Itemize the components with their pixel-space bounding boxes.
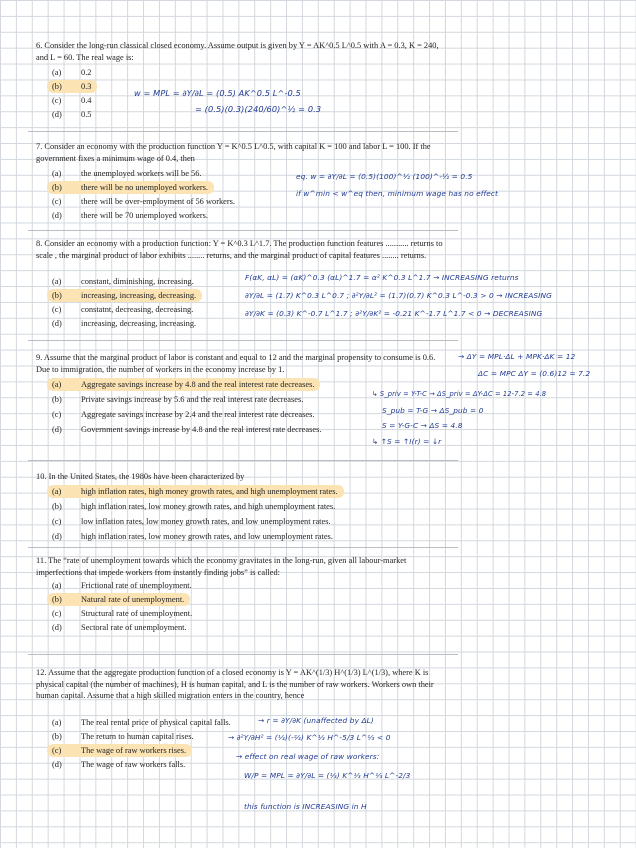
question-11-option-b-selected[interactable]: (b) Natural rate of unemployment. <box>47 593 190 606</box>
question-11-option-c[interactable]: (c) Structural rate of unemployment. <box>52 609 193 618</box>
question-10-option-b[interactable]: (b) high inflation rates, low money growth rates, and high unemployment rates. <box>52 502 336 511</box>
question-8-note-3: ∂Y/∂K = (0.3) K^-0.7 L^1.7 ; ∂²Y/∂K² = -0.21 K^-1.7 L^1.7 < 0 → DECREASING <box>245 309 543 318</box>
question-6-option-a[interactable]: (a) 0.2 <box>52 68 92 77</box>
question-6-note-1: w = MPL = ∂Y/∂L = (0.5) AK^0.5 L^-0.5 <box>134 88 301 98</box>
question-9-note-4: S_pub = T-G → ΔS_pub = 0 <box>382 406 484 415</box>
question-7-option-a[interactable]: (a) the unemployed workers will be 56. <box>52 169 202 178</box>
question-12-note-2: → ∂²Y/∂H² = (⅓)(-⅔) K^⅓ H^-5/3 L^⅓ < 0 <box>228 733 391 742</box>
question-9-option-c[interactable]: (c) Aggregate savings increase by 2.4 and the real interest rate decreases. <box>52 410 315 419</box>
question-8-option-c[interactable]: (c) constatnt, decreasing, decreasing. <box>52 305 194 314</box>
question-12-note-3: → effect on real wage of raw workers: <box>236 752 380 761</box>
question-12-stem: 12. Assume that the aggregate production function of a closed economy is Y = AK^(1/3) H^(1/3) L^(1/3), where K is physical capital (the number of machines), H is human capital, and L is the number of raw workers. Workers own their human capital. Assume that a high skilled migration enters in the country, hence <box>36 668 434 700</box>
question-12-option-b[interactable]: (b) The return to human capital rises. <box>52 732 194 741</box>
question-11-option-d[interactable]: (d) Sectoral rate of unemployment. <box>52 623 187 632</box>
question-7-option-d[interactable]: (d) there will be 70 unemployed workers. <box>52 211 208 220</box>
question-9-option-d[interactable]: (d) Government savings increase by 4.8 and the real interest rate decreases. <box>52 425 322 434</box>
question-7-option-b-selected[interactable]: (b) there will be no unemployed workers. <box>47 181 214 194</box>
question-9-option-a-selected[interactable]: (a) Aggregate savings increase by 4.8 and the real interest rate decreases. <box>47 378 320 391</box>
question-12-option-d[interactable]: (d) The wage of raw workers falls. <box>52 760 186 769</box>
question-9-stem: 9. Assume that the marginal product of labor is constant and equal to 12 and the marginal propensity to consume is 0.6. Due to immigration, the number of workers in the economy increase by 1. <box>36 353 436 374</box>
question-8-option-b-selected[interactable]: (b) increasing, increasing, decreasing. <box>47 289 202 302</box>
question-12-note-1: → r = ∂Y/∂K (unaffected by ΔL) <box>258 716 374 725</box>
question-6-stem: 6. Consider the long-run classical closed economy. Assume output is given by Y = AK^0.5 L^0.5 with A = 0.3, K = 240, and L = 60. The real wage is: <box>36 41 439 62</box>
question-7-option-c[interactable]: (c) there will be over-employment of 56 workers. <box>52 197 236 206</box>
question-10-stem: 10. In the United States, the 1980s have been characterized by <box>36 472 245 481</box>
question-11-stem: 11. The “rate of unemployment towards which the economy gravitates in the long-run, given all labour-market imperfections that impede workers from instantly finding jobs” is called: <box>36 556 407 577</box>
question-8-note-1: F(αK, αL) = (αK)^0.3 (αL)^1.7 = α² K^0.3 L^1.7 → INCREASING returns <box>245 273 519 282</box>
question-9-option-b[interactable]: (b) Private savings increase by 5.6 and the real interest rate decreases. <box>52 395 304 404</box>
question-9-note-5: S = Y-G-C → ΔS = 4.8 <box>382 421 463 430</box>
question-9-note-3: ↳ S_priv = Y-T-C → ΔS_priv = ΔY-ΔC = 12-7.2 = 4.8 <box>372 390 547 398</box>
divider <box>28 460 458 461</box>
question-12-option-c-selected[interactable]: (c) The wage of raw workers rises. <box>47 744 192 757</box>
question-8-option-a[interactable]: (a) constant, diminishing, increasing. <box>52 277 194 286</box>
question-9-note-2: ΔC = MPC ΔY = (0.6)12 = 7.2 <box>478 369 591 378</box>
question-6-note-2: = (0.5)(0.3)(240/60)^½ = 0.3 <box>195 104 322 114</box>
question-10-option-d[interactable]: (d) high inflation rates, low money growth rates, and low unemployment rates. <box>52 532 333 541</box>
divider <box>28 230 458 231</box>
question-6-option-b-selected[interactable]: (b) 0.3 <box>47 80 97 93</box>
question-8-note-2: ∂Y/∂L = (1.7) K^0.3 L^0.7 ; ∂²Y/∂L² = (1.7)(0.7) K^0.3 L^-0.3 > 0 → INCREASING <box>245 291 552 300</box>
question-12-note-4: W/P = MPL = ∂Y/∂L = (⅓) K^⅓ H^⅓ L^-2/3 <box>244 771 411 780</box>
question-6-option-c[interactable]: (c) 0.4 <box>52 96 92 105</box>
question-7-stem: 7. Consider an economy with the production function Y = K^0.5 L^0.5, with capital K = 100 and labor L = 100. If the government fixes a minimum wage of 0.4, then <box>36 142 431 163</box>
divider <box>28 654 458 655</box>
divider <box>28 547 458 548</box>
question-12-option-a[interactable]: (a) The real rental price of physical capital falls. <box>52 718 231 727</box>
question-12-note-5: this function is INCREASING in H <box>244 802 367 811</box>
divider <box>28 131 458 132</box>
question-10-option-c[interactable]: (c) low inflation rates, low money growth rates, and low unemployment rates. <box>52 517 331 526</box>
question-10-option-a-selected[interactable]: (a) high inflation rates, high money growth rates, and high unemployment rates. <box>47 485 344 498</box>
question-7-note-2: if w^min < w^eq then, minimum wage has no effect <box>296 189 499 198</box>
question-6-option-d[interactable]: (d) 0.5 <box>52 110 92 119</box>
question-8-stem: 8. Consider an economy with a production function: Y = K^0.3 L^1.7. The production function features ........... returns to scale , the marginal product of labor exhibits ........ returns, and the marginal product of capital features ........ returns. <box>36 239 443 260</box>
divider <box>28 340 458 341</box>
question-11-option-a[interactable]: (a) Frictional rate of unemployment. <box>52 581 192 590</box>
question-9-note-1: → ΔY = MPL·ΔL + MPK·ΔK = 12 <box>458 352 576 361</box>
question-7-note-1: eq. w = ∂Y/∂L = (0.5)(100)^½ (100)^-½ = 0.5 <box>296 172 473 181</box>
question-8-option-d[interactable]: (d) increasing, decreasing, increasing. <box>52 319 197 328</box>
question-9-note-6: ↳ ↑S = ↑I(r) = ↓r <box>372 437 442 446</box>
